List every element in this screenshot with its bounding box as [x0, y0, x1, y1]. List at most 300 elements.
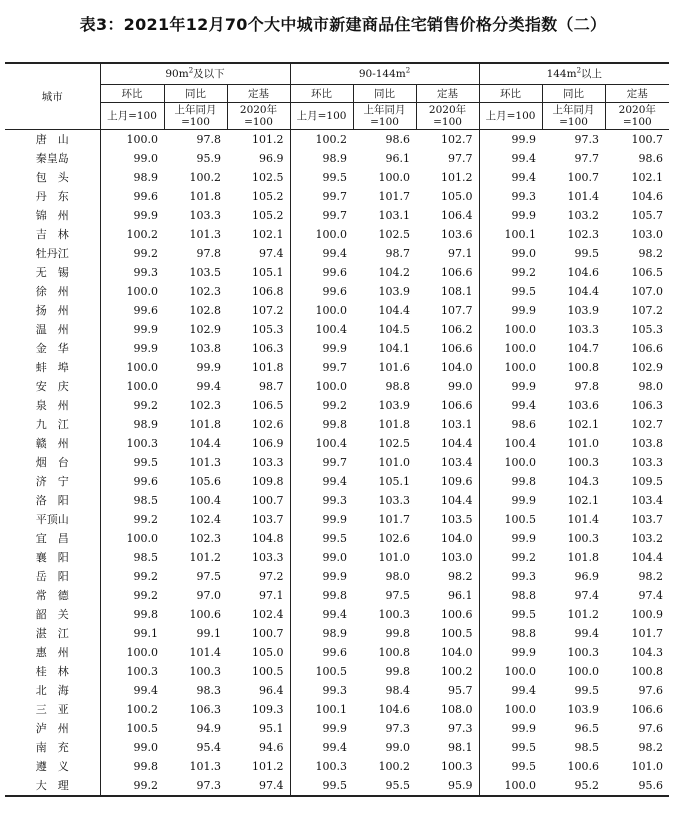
value-cell: 99.2: [133, 247, 158, 260]
value-cell: 95.5: [353, 776, 416, 796]
value-cell: 105.2: [227, 187, 290, 206]
value-cell: 106.9: [227, 434, 290, 453]
value-cell: 99.8: [385, 627, 411, 640]
city-cell: 襄 阳: [5, 548, 100, 567]
table-row: [5, 662, 669, 681]
value-cell: 106.4: [416, 206, 479, 225]
value-cell: 100.0: [126, 646, 158, 659]
value-cell: 109.6: [416, 472, 479, 491]
value-cell: 101.0: [567, 437, 600, 450]
value-cell: 102.3: [567, 228, 600, 241]
value-cell: 99.5: [574, 247, 600, 260]
value-cell: 100.1: [504, 228, 537, 241]
value-cell: 97.3: [164, 776, 227, 796]
group-header-medium: $90-144m^2$: [290, 63, 479, 85]
value-cell: 100.0: [504, 323, 537, 336]
value-cell: 99.1: [133, 627, 158, 640]
value-cell: 100.3: [189, 665, 221, 678]
group-header-small: $90m^2$及以下: [100, 63, 290, 85]
table-row: [5, 624, 669, 643]
city-cell: 丹 东: [5, 187, 100, 206]
value-cell: 101.7: [631, 627, 664, 640]
value-cell: 102.9: [189, 323, 221, 336]
value-cell: 95.7: [416, 681, 479, 700]
value-cell: 100.0: [504, 703, 537, 716]
value-cell: 100.0: [315, 228, 348, 241]
city-cell: 常 德: [5, 586, 100, 605]
value-cell: 103.2: [631, 532, 664, 545]
value-cell: 99.2: [133, 399, 158, 412]
value-cell: 107.0: [631, 285, 664, 298]
table-row: [5, 282, 669, 301]
value-cell: 97.3: [385, 722, 411, 735]
value-cell: 104.6: [378, 703, 411, 716]
city-cell: 烟 台: [5, 453, 100, 472]
value-cell: 99.0: [511, 247, 537, 260]
value-cell: 99.8: [322, 418, 348, 431]
value-cell: 103.0: [416, 548, 479, 567]
table-row: [5, 187, 669, 206]
value-cell: 103.3: [378, 494, 411, 507]
value-cell: 104.2: [378, 266, 411, 279]
value-cell: 103.9: [378, 285, 411, 298]
table-row: [5, 681, 669, 700]
table-row: [5, 377, 669, 396]
value-cell: 98.9: [322, 627, 348, 640]
value-cell: 101.4: [567, 513, 600, 526]
value-cell: 97.3: [416, 719, 479, 738]
value-cell: 103.1: [378, 209, 411, 222]
city-cell: 包 头: [5, 168, 100, 187]
value-cell: 103.5: [416, 510, 479, 529]
city-cell: 桂 林: [5, 662, 100, 681]
value-cell: 100.2: [416, 662, 479, 681]
value-cell: 101.2: [227, 130, 290, 150]
table-row: [5, 700, 669, 719]
value-cell: 103.3: [189, 209, 221, 222]
value-cell: 100.0: [126, 361, 158, 374]
table-row: [5, 605, 669, 624]
value-cell: 98.2: [638, 247, 664, 260]
value-cell: 100.3: [126, 437, 158, 450]
value-cell: 103.8: [189, 342, 221, 355]
value-cell: 100.4: [189, 494, 221, 507]
city-cell: 徐 州: [5, 282, 100, 301]
value-cell: 99.5: [511, 285, 537, 298]
value-cell: 103.9: [378, 399, 411, 412]
value-cell: 99.9: [511, 722, 537, 735]
city-cell: 九 江: [5, 415, 100, 434]
value-cell: 99.0: [385, 741, 411, 754]
value-cell: 99.4: [511, 399, 537, 412]
value-cell: 101.3: [189, 760, 221, 773]
value-cell: 99.6: [322, 285, 348, 298]
value-cell: 97.4: [227, 776, 290, 796]
table-row: [5, 738, 669, 757]
value-cell: 103.0: [631, 228, 664, 241]
value-cell: 97.0: [196, 589, 221, 602]
value-cell: 103.7: [227, 510, 290, 529]
value-cell: 100.9: [631, 608, 664, 621]
value-cell: 104.8: [227, 529, 290, 548]
sub-header-1: 同比: [353, 85, 416, 103]
value-cell: 99.7: [322, 190, 348, 203]
value-cell: 100.6: [567, 760, 600, 773]
table-row: [5, 567, 669, 586]
value-cell: 96.1: [385, 152, 411, 165]
value-cell: 96.9: [574, 570, 600, 583]
value-cell: 99.7: [322, 209, 348, 222]
value-cell: 102.7: [416, 130, 479, 150]
value-cell: 94.9: [196, 722, 221, 735]
value-cell: 100.2: [315, 133, 348, 146]
value-cell: 109.3: [227, 700, 290, 719]
value-cell: 100.3: [567, 532, 600, 545]
value-cell: 96.9: [227, 149, 290, 168]
value-cell: 102.5: [378, 228, 411, 241]
value-cell: 106.6: [631, 703, 664, 716]
value-cell: 100.0: [504, 342, 537, 355]
city-cell: 扬 州: [5, 301, 100, 320]
city-cell: 唐 山: [5, 130, 100, 150]
value-cell: 98.9: [133, 171, 158, 184]
value-cell: 97.7: [574, 152, 600, 165]
value-cell: 99.4: [322, 741, 348, 754]
value-cell: 97.4: [574, 589, 600, 602]
value-cell: 99.0: [322, 551, 348, 564]
value-cell: 97.8: [196, 133, 221, 146]
value-cell: 100.0: [126, 133, 158, 146]
value-cell: 99.0: [133, 152, 158, 165]
value-cell: 98.2: [416, 567, 479, 586]
value-cell: 98.8: [511, 589, 537, 602]
value-cell: 97.6: [638, 684, 664, 697]
value-cell: 101.6: [378, 361, 411, 374]
value-cell: 103.9: [567, 703, 600, 716]
value-cell: 98.0: [638, 380, 664, 393]
value-cell: 97.1: [416, 244, 479, 263]
value-cell: 106.3: [227, 339, 290, 358]
base-header-2: 2020年=100: [416, 103, 479, 130]
value-cell: 101.3: [189, 456, 221, 469]
value-cell: 106.5: [227, 396, 290, 415]
value-cell: 100.8: [378, 646, 411, 659]
value-cell: 99.4: [196, 380, 221, 393]
value-cell: 100.2: [378, 760, 411, 773]
value-cell: 99.9: [196, 361, 221, 374]
table-row: [5, 149, 669, 168]
value-cell: 99.7: [322, 456, 348, 469]
city-cell: 蚌 埠: [5, 358, 100, 377]
value-cell: 99.8: [133, 608, 158, 621]
value-cell: 99.5: [511, 760, 537, 773]
value-cell: 100.7: [227, 624, 290, 643]
value-cell: 100.0: [315, 380, 348, 393]
value-cell: 102.6: [378, 532, 411, 545]
value-cell: 103.4: [631, 494, 664, 507]
table-body: [5, 130, 669, 797]
city-cell: 泸 州: [5, 719, 100, 738]
value-cell: 102.1: [227, 225, 290, 244]
value-cell: 105.1: [378, 475, 411, 488]
value-cell: 100.8: [567, 361, 600, 374]
value-cell: 104.4: [631, 551, 664, 564]
city-cell: 大 理: [5, 776, 100, 796]
value-cell: 106.6: [416, 263, 479, 282]
value-cell: 102.3: [189, 399, 221, 412]
value-cell: 103.8: [631, 437, 664, 450]
table-row: [5, 168, 669, 187]
base-header-2: 2020年=100: [227, 103, 290, 130]
value-cell: 99.3: [133, 266, 158, 279]
value-cell: 100.1: [315, 703, 348, 716]
value-cell: 98.5: [133, 494, 158, 507]
table-row: [5, 434, 669, 453]
value-cell: 100.3: [315, 760, 348, 773]
value-cell: 100.4: [504, 437, 537, 450]
value-cell: 99.8: [133, 760, 158, 773]
value-cell: 102.1: [567, 418, 600, 431]
base-header-1: 上年同月=100: [164, 103, 227, 130]
table-row: [5, 643, 669, 662]
value-cell: 95.9: [196, 152, 221, 165]
city-cell: 济 宁: [5, 472, 100, 491]
value-cell: 106.6: [416, 339, 479, 358]
value-cell: 100.0: [504, 456, 537, 469]
value-cell: 101.7: [378, 513, 411, 526]
city-cell: 泉 州: [5, 396, 100, 415]
value-cell: 100.0: [504, 665, 537, 678]
value-cell: 97.2: [227, 567, 290, 586]
table-row: [5, 206, 669, 225]
value-cell: 100.6: [189, 608, 221, 621]
value-cell: 104.4: [416, 434, 479, 453]
value-cell: 99.3: [322, 494, 348, 507]
value-cell: 99.9: [511, 209, 537, 222]
value-cell: 103.1: [416, 415, 479, 434]
value-cell: 102.3: [189, 285, 221, 298]
price-index-table: [5, 62, 669, 797]
value-cell: 103.6: [416, 225, 479, 244]
table-title: 表3：2021年12月70个大中城市新建商品住宅销售价格分类指数（二）: [79, 15, 607, 34]
value-cell: 101.4: [189, 646, 221, 659]
value-cell: 99.4: [511, 152, 537, 165]
value-cell: 99.5: [322, 532, 348, 545]
value-cell: 98.8: [511, 627, 537, 640]
value-cell: 104.6: [631, 190, 664, 203]
value-cell: 103.6: [567, 399, 600, 412]
value-cell: 99.8: [322, 589, 348, 602]
sub-header-0: 环比: [100, 85, 164, 103]
city-cell: 韶 关: [5, 605, 100, 624]
table-row: [5, 776, 669, 796]
city-cell: 平顶山: [5, 510, 100, 529]
value-cell: 105.1: [227, 263, 290, 282]
value-cell: 99.3: [322, 684, 348, 697]
table-row: [5, 719, 669, 738]
table-row: [5, 529, 669, 548]
value-cell: 104.5: [378, 323, 411, 336]
value-cell: 99.8: [511, 475, 537, 488]
city-cell: 岳 阳: [5, 567, 100, 586]
value-cell: 101.8: [378, 418, 411, 431]
value-cell: 99.9: [511, 133, 537, 146]
value-cell: 107.2: [227, 301, 290, 320]
value-cell: 103.3: [227, 453, 290, 472]
value-cell: 106.3: [631, 399, 664, 412]
sub-header-1: 同比: [542, 85, 605, 103]
value-cell: 108.1: [416, 282, 479, 301]
value-cell: 98.5: [574, 741, 600, 754]
city-cell: 温 州: [5, 320, 100, 339]
value-cell: 106.6: [416, 396, 479, 415]
value-cell: 99.4: [511, 684, 537, 697]
sub-header-0: 环比: [290, 85, 353, 103]
value-cell: 99.1: [196, 627, 221, 640]
value-cell: 106.2: [416, 320, 479, 339]
table-header: [5, 63, 669, 130]
group-header-large: $144m^2$以上: [479, 63, 669, 85]
table-row: [5, 415, 669, 434]
value-cell: 99.9: [511, 532, 537, 545]
value-cell: 101.2: [416, 168, 479, 187]
city-cell: 三 亚: [5, 700, 100, 719]
value-cell: 103.7: [631, 513, 664, 526]
value-cell: 99.5: [133, 456, 158, 469]
value-cell: 105.3: [227, 320, 290, 339]
value-cell: 99.9: [511, 494, 537, 507]
value-cell: 100.5: [126, 722, 158, 735]
value-cell: 104.3: [567, 475, 600, 488]
value-cell: 99.3: [511, 190, 537, 203]
base-header-2: 2020年=100: [605, 103, 669, 130]
value-cell: 97.8: [196, 247, 221, 260]
value-cell: 97.7: [416, 149, 479, 168]
value-cell: 102.4: [189, 513, 221, 526]
value-cell: 100.2: [126, 703, 158, 716]
value-cell: 100.3: [378, 608, 411, 621]
value-cell: 105.3: [631, 323, 664, 336]
table-row: [5, 358, 669, 377]
value-cell: 98.0: [385, 570, 411, 583]
value-cell: 106.8: [227, 282, 290, 301]
value-cell: 99.6: [133, 475, 158, 488]
value-cell: 98.7: [385, 247, 411, 260]
value-cell: 101.0: [378, 551, 411, 564]
city-cell: 无 锡: [5, 263, 100, 282]
value-cell: 99.2: [511, 266, 537, 279]
value-cell: 100.6: [416, 605, 479, 624]
value-cell: 106.5: [631, 266, 664, 279]
value-cell: 97.5: [385, 589, 411, 602]
value-cell: 103.3: [567, 323, 600, 336]
value-cell: 99.9: [511, 380, 537, 393]
value-cell: 108.0: [416, 700, 479, 719]
value-cell: 95.2: [542, 776, 605, 796]
value-cell: 104.0: [416, 529, 479, 548]
value-cell: 100.5: [504, 513, 537, 526]
value-cell: 103.4: [416, 453, 479, 472]
value-cell: 98.5: [133, 551, 158, 564]
value-cell: 104.0: [416, 643, 479, 662]
value-cell: 100.5: [416, 624, 479, 643]
value-cell: 99.2: [133, 589, 158, 602]
table-row: [5, 339, 669, 358]
city-cell: 秦皇岛: [5, 149, 100, 168]
value-cell: 97.8: [574, 380, 600, 393]
value-cell: 94.6: [227, 738, 290, 757]
sub-header-2: 定基: [227, 85, 290, 103]
city-cell: 锦 州: [5, 206, 100, 225]
value-cell: 100.0: [479, 776, 542, 796]
value-cell: 100.7: [567, 171, 600, 184]
value-cell: 104.7: [567, 342, 600, 355]
value-cell: 101.2: [189, 551, 221, 564]
value-cell: 100.5: [315, 665, 348, 678]
value-cell: 101.8: [227, 358, 290, 377]
value-cell: 99.0: [133, 741, 158, 754]
value-cell: 99.2: [511, 551, 537, 564]
value-cell: 99.4: [322, 475, 348, 488]
value-cell: 99.2: [133, 513, 158, 526]
city-column-header: 城市: [5, 63, 100, 130]
base-header-1: 上年同月=100: [353, 103, 416, 130]
value-cell: 109.8: [227, 472, 290, 491]
value-cell: 97.4: [638, 589, 664, 602]
value-cell: 101.7: [378, 190, 411, 203]
value-cell: 98.9: [322, 152, 348, 165]
value-cell: 104.4: [189, 437, 221, 450]
value-cell: 99.4: [511, 171, 537, 184]
value-cell: 103.9: [567, 304, 600, 317]
value-cell: 101.8: [567, 551, 600, 564]
value-cell: 99.7: [322, 361, 348, 374]
value-cell: 100.4: [315, 437, 348, 450]
value-cell: 103.5: [189, 266, 221, 279]
base-header-0: 上月=100: [479, 103, 542, 130]
value-cell: 97.3: [574, 133, 600, 146]
sub-header-1: 同比: [164, 85, 227, 103]
value-cell: 100.0: [126, 532, 158, 545]
table-row: [5, 510, 669, 529]
city-cell: 赣 州: [5, 434, 100, 453]
table-row: [5, 491, 669, 510]
value-cell: 95.9: [416, 776, 479, 796]
value-cell: 97.4: [227, 244, 290, 263]
table-row: [5, 548, 669, 567]
table-row: [5, 472, 669, 491]
value-cell: 104.3: [631, 646, 664, 659]
value-cell: 105.6: [189, 475, 221, 488]
value-cell: 99.5: [322, 171, 348, 184]
value-cell: 99.6: [322, 266, 348, 279]
value-cell: 100.3: [416, 757, 479, 776]
value-cell: 99.6: [322, 646, 348, 659]
value-cell: 99.4: [574, 627, 600, 640]
value-cell: 99.6: [133, 304, 158, 317]
value-cell: 100.3: [567, 456, 600, 469]
value-cell: 96.5: [574, 722, 600, 735]
value-cell: 104.0: [416, 358, 479, 377]
city-cell: 吉 林: [5, 225, 100, 244]
table-row: [5, 320, 669, 339]
value-cell: 96.4: [227, 681, 290, 700]
value-cell: 99.9: [322, 513, 348, 526]
value-cell: 106.3: [189, 703, 221, 716]
value-cell: 102.3: [189, 532, 221, 545]
table-row: [5, 453, 669, 472]
value-cell: 104.4: [378, 304, 411, 317]
